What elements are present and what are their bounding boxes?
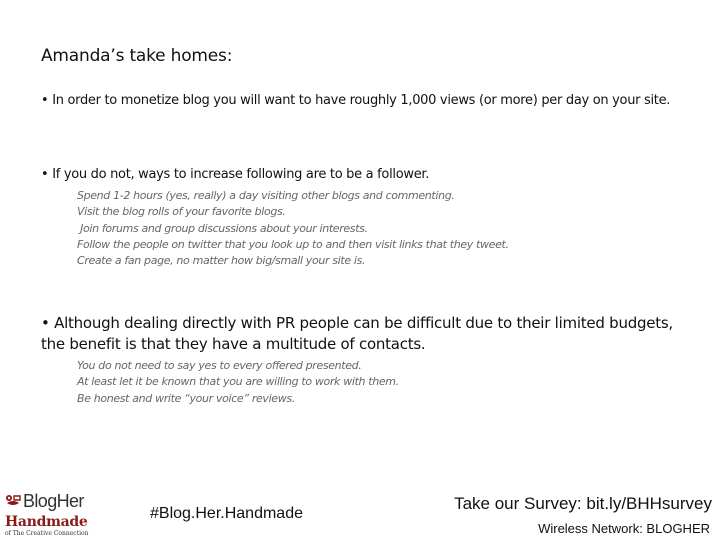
sub-item: At least let it be known that you are willing to work with them.	[77, 375, 399, 389]
blogher-logo-icon	[5, 493, 22, 510]
sub-item: Spend 1-2 hours (yes, really) a day visiting other blogs and commenting.	[77, 189, 455, 202]
bullet-pr-people: • Although dealing directly with PR people can be difficult due to their limited budgets, the benefit is that they have a multitude of contacts.	[41, 314, 673, 353]
sub-list-pr	[77, 358, 677, 407]
sub-item: Visit the blog rolls of your favorite blogs.	[77, 205, 286, 219]
sub-item: Be honest and write “your voice” reviews.	[77, 391, 295, 405]
logo-tagline: of The Creative Connection	[5, 530, 89, 537]
sub-item: You do not need to say yes to every offered presented.	[77, 359, 362, 372]
sub-item: Create a fan page, no matter how big/small your site is.	[77, 254, 366, 268]
sub-item: Join forums and group discussions about your interests.	[77, 221, 368, 235]
bullet-monetize: • In order to monetize blog you will want to have roughly 1,000 views (or more) per day on your site.	[41, 93, 671, 108]
logo-brand: BlogHer	[23, 490, 84, 511]
wireless-network: Wireless Network: BLOGHER	[538, 521, 710, 536]
sub-list-following	[77, 188, 677, 269]
blogher-handmade-logo	[5, 490, 100, 540]
hashtag: #Blog.Her.Handmade	[150, 505, 303, 522]
logo-product: Handmade	[5, 514, 88, 530]
sub-item: Follow the people on twitter that you look up to and then visit links that they tweet.	[77, 237, 509, 251]
bullet-increase-following: • If you do not, ways to increase following are to be a follower.	[41, 167, 430, 182]
slide-title: Amanda’s take homes:	[41, 46, 233, 66]
survey-link[interactable]: Take our Survey: bit.ly/BHHsurvey	[454, 494, 712, 513]
